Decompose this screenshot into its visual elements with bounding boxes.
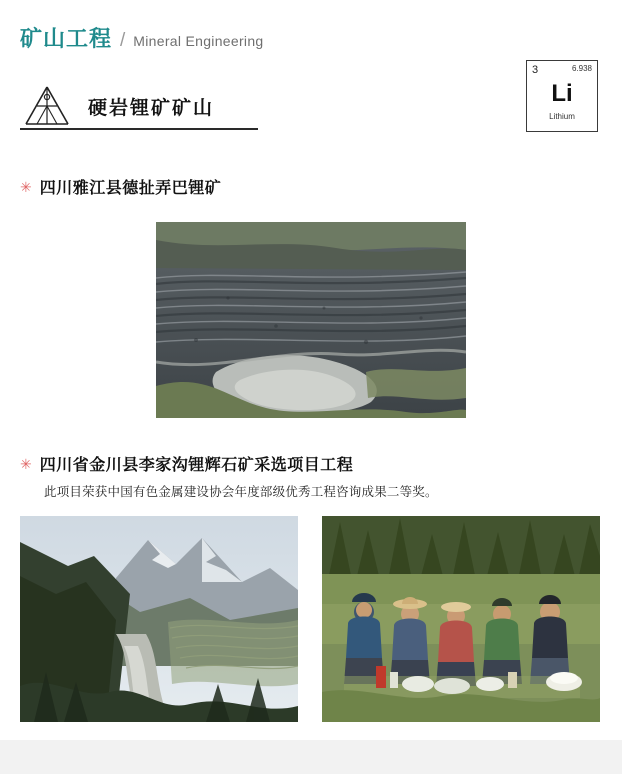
page-header <box>20 22 264 53</box>
footer-bar <box>0 740 622 774</box>
element-badge-top <box>532 65 592 76</box>
element-symbol: Li <box>551 80 573 107</box>
sub-heading-2 <box>20 452 353 475</box>
section-title: 硬岩锂矿矿山 <box>88 97 215 119</box>
header-title-cn: 矿山工程 <box>20 26 113 51</box>
asterisk-icon: ✳ <box>20 455 32 472</box>
header-title-en: Mineral Engineering <box>133 33 264 49</box>
open-pit-mine-photo <box>156 222 466 418</box>
sub-heading-1 <box>20 175 221 198</box>
element-atomic-number: 3 <box>532 64 539 76</box>
element-atomic-mass: 6.938 <box>571 64 592 73</box>
sub-heading-1-label: 四川雅江县德扯弄巴锂矿 <box>39 180 222 197</box>
element-name: Lithium <box>549 112 575 121</box>
section-title-underline <box>20 128 258 130</box>
section-title-row <box>20 84 400 128</box>
asterisk-icon: ✳ <box>20 178 32 195</box>
element-badge <box>526 60 598 132</box>
mountain-mine-logo-icon <box>20 84 74 128</box>
header-separator: / <box>120 30 126 51</box>
item-2-description: 此项目荣获中国有色金属建设协会年度部级优秀工程咨询成果二等奖。 <box>44 485 438 499</box>
mountain-valley-photo <box>20 516 298 722</box>
field-team-photo <box>322 516 600 722</box>
sub-heading-2-label: 四川省金川县李家沟锂辉石矿采选项目工程 <box>39 457 354 474</box>
